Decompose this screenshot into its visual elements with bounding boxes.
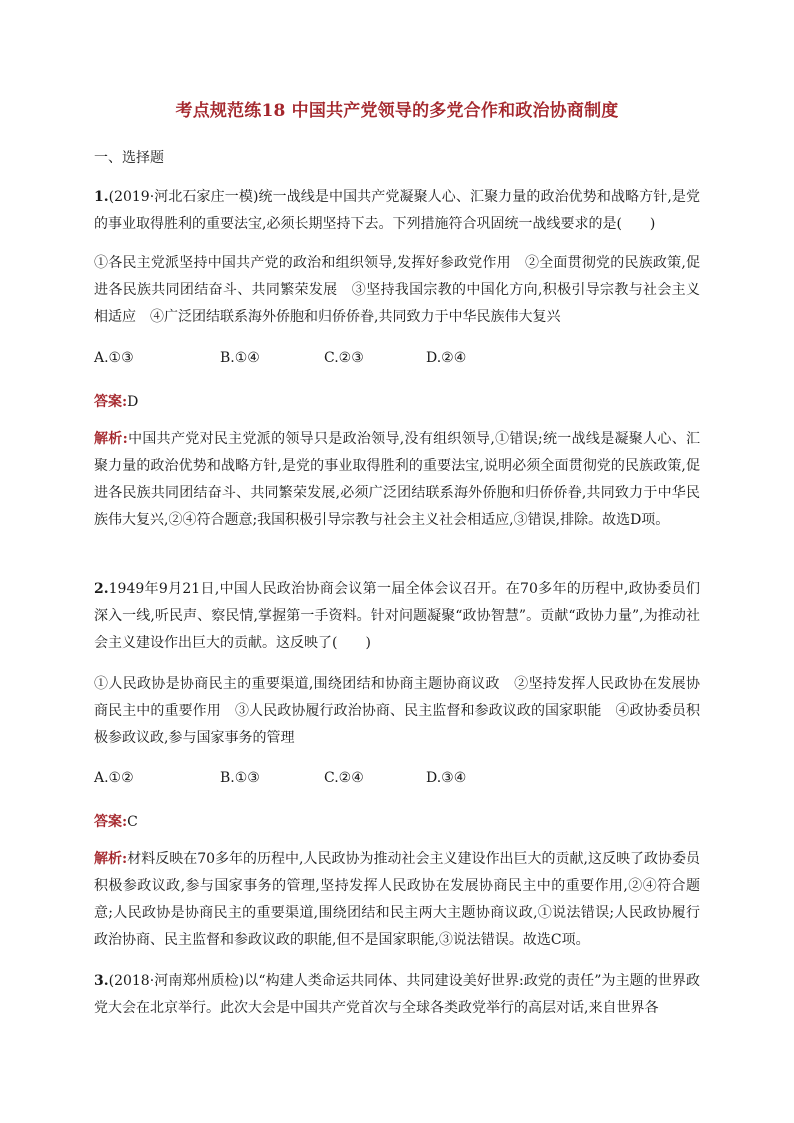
question-text: (2018·河南郑州质检)以“构建人类命运共同体、共同建设美好世界:政党的责任”为主题的世界政党大会在北京举行。此次大会是中国共产党首次与全球各类政党举行的高层对话,来自世界各 [94, 973, 700, 1016]
question-number: 1. [94, 189, 109, 205]
analysis-text: 中国共产党对民主党派的领导只是政治领导,没有组织领导,①错误;统一战线是凝聚人心、汇聚力量的政治优势和战略方针,是党的事业取得胜利的重要法宝,说明必须全面贯彻党的民族政策,促进各民族共同团结奋斗、共同繁荣发展,必须广泛团结联系海外侨胞和归侨侨眷,共同致力于中华民族伟大复兴,②④符合题意;我国积极引导宗教与社会主义社会相适应,③错误,排除。故选D项。 [94, 431, 700, 528]
option-c[interactable]: C.②④ [324, 770, 364, 786]
option-b[interactable]: B.①④ [220, 350, 260, 366]
question-1-stem [94, 184, 700, 238]
question-2-answer [94, 811, 138, 831]
option-c[interactable]: C.②③ [324, 350, 364, 366]
answer-value: C [127, 814, 138, 830]
analysis-label: 解析: [94, 851, 128, 867]
section-heading: 一、选择题 [94, 150, 164, 166]
option-a[interactable]: A.①③ [94, 350, 134, 366]
question-3-stem [94, 968, 700, 1022]
analysis-label: 解析: [94, 431, 128, 447]
question-text: 1949年9月21日,中国人民政治协商会议第一届全体会议召开。在70多年的历程中,政协委员们深入一线,听民声、察民情,掌握第一手资料。针对问题凝聚“政协智慧”。贡献“政协力量”,为推动社会主义建设作出巨大的贡献。这反映了( ) [94, 581, 700, 651]
question-1-answer [94, 391, 138, 411]
option-d[interactable]: D.③④ [426, 770, 467, 786]
question-1-analysis [94, 426, 700, 534]
answer-value: D [127, 394, 139, 410]
analysis-text: 材料反映在70多年的历程中,人民政协为推动社会主义建设作出巨大的贡献,这反映了政协委员积极参政议政,参与国家事务的管理,坚持发挥人民政协在发展协商民主中的重要作用,②④符合题意;人民政协是协商民主的重要渠道,围绕团结和民主两大主题协商议政,①说法错误;人民政协履行政治协商、民主监督和参政议政的职能,但不是国家职能,③说法错误。故选C项。 [94, 851, 701, 948]
question-2-stem [94, 576, 700, 657]
question-2-items: ①人民政协是协商民主的重要渠道,围绕团结和协商主题协商议政 ②坚持发挥人民政协在发展协商民主中的重要作用 ③人民政协履行政治协商、民主监督和参政议政的国家职能 ④政协委员积极参政议政,参与国家事务的管理 [94, 676, 700, 746]
question-number: 2. [94, 581, 109, 597]
option-b[interactable]: B.①③ [220, 770, 260, 786]
question-text: (2019·河北石家庄一模)统一战线是中国共产党凝聚人心、汇聚力量的政治优势和战略方针,是党的事业取得胜利的重要法宝,必须长期坚持下去。下列措施符合巩固统一战线要求的是( ) [94, 189, 700, 232]
option-a[interactable]: A.①② [94, 770, 134, 786]
page-title: 考点规范练18 中国共产党领导的多党合作和政治协商制度 [175, 101, 619, 121]
answer-label: 答案: [94, 394, 128, 410]
question-2-analysis [94, 846, 700, 954]
answer-label: 答案: [94, 814, 128, 830]
question-number: 3. [94, 973, 109, 989]
option-d[interactable]: D.②④ [426, 350, 467, 366]
question-1-items: ①各民主党派坚持中国共产党的政治和组织领导,发挥好参政党作用 ②全面贯彻党的民族政策,促进各民族共同团结奋斗、共同繁荣发展 ③坚持我国宗教的中国化方向,积极引导宗教与社会主义相适应 ④广泛团结联系海外侨胞和归侨侨眷,共同致力于中华民族伟大复兴 [94, 255, 700, 325]
